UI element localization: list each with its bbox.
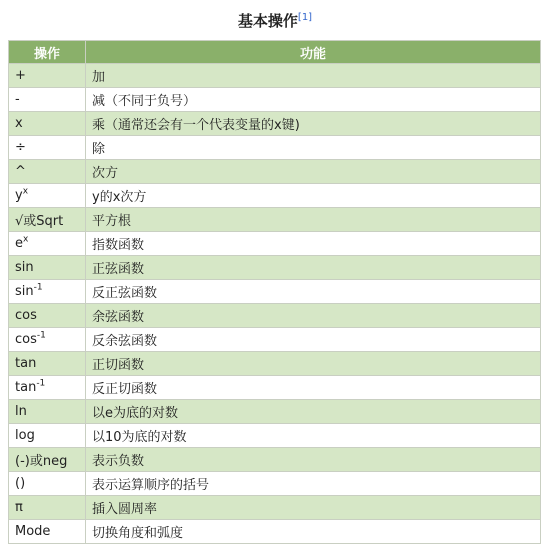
operation-cell (9, 328, 86, 352)
function-cell: 余弦函数 (86, 304, 541, 328)
operation-symbol: π (15, 500, 23, 515)
table-row (9, 160, 541, 184)
operation-cell (9, 280, 86, 304)
function-cell: 减（不同于负号） (86, 88, 541, 112)
operation-symbol: y (15, 188, 23, 203)
operation-cell (9, 256, 86, 280)
function-cell: 切换角度和弧度 (86, 520, 541, 544)
table-row (9, 328, 541, 352)
header-function: 功能 (86, 41, 541, 64)
table-caption (0, 0, 550, 34)
function-cell: 以10为底的对数 (86, 424, 541, 448)
function-cell: 加 (86, 64, 541, 88)
operation-symbol: sin (15, 260, 34, 275)
operation-symbol: Mode (15, 524, 51, 539)
operation-symbol: ÷ (15, 140, 26, 155)
function-cell: 反余弦函数 (86, 328, 541, 352)
operation-cell (9, 64, 86, 88)
operation-cell (9, 232, 86, 256)
operation-cell (9, 496, 86, 520)
operation-symbol: ^ (15, 164, 26, 179)
table-row (9, 184, 541, 208)
table-body (9, 64, 541, 544)
function-cell: 次方 (86, 160, 541, 184)
table-row (9, 280, 541, 304)
table-row (9, 424, 541, 448)
function-cell: 表示运算顺序的括号 (86, 472, 541, 496)
function-cell: 乘（通常还会有一个代表变量的x键) (86, 112, 541, 136)
operation-cell (9, 88, 86, 112)
function-cell: y的x次方 (86, 184, 541, 208)
operation-cell (9, 352, 86, 376)
operation-cell (9, 448, 86, 472)
table-row (9, 520, 541, 544)
function-cell: 以e为底的对数 (86, 400, 541, 424)
operation-cell (9, 520, 86, 544)
operation-cell (9, 472, 86, 496)
reference-link[interactable]: [1] (297, 12, 313, 23)
operation-symbol: () (15, 476, 26, 491)
function-cell: 除 (86, 136, 541, 160)
function-cell: 反正切函数 (86, 376, 541, 400)
table-row (9, 88, 541, 112)
operation-symbol: √或Sqrt (15, 214, 64, 229)
operation-symbol: sin (15, 284, 34, 299)
function-cell: 反正弦函数 (86, 280, 541, 304)
operation-cell (9, 424, 86, 448)
table-row (9, 496, 541, 520)
operation-superscript: -1 (36, 330, 46, 341)
function-cell: 正切函数 (86, 352, 541, 376)
table-row (9, 256, 541, 280)
operation-symbol: e (15, 236, 23, 251)
operation-symbol: cos (15, 308, 37, 323)
table-row (9, 232, 541, 256)
function-cell: 正弦函数 (86, 256, 541, 280)
function-cell: 插入圆周率 (86, 496, 541, 520)
table-row (9, 352, 541, 376)
operation-cell (9, 304, 86, 328)
header-operation: 操作 (9, 41, 86, 64)
table-row (9, 376, 541, 400)
operation-cell (9, 376, 86, 400)
operation-superscript: -1 (33, 282, 43, 293)
function-cell: 表示负数 (86, 448, 541, 472)
table-row (9, 400, 541, 424)
table-row (9, 64, 541, 88)
operation-symbol: tan (15, 356, 37, 371)
table-header-row (9, 41, 541, 64)
table-row (9, 304, 541, 328)
table-row (9, 208, 541, 232)
operation-symbol: cos (15, 332, 37, 347)
table-row (9, 448, 541, 472)
operation-symbol: x (15, 116, 23, 131)
table-row (9, 472, 541, 496)
operation-cell (9, 112, 86, 136)
operation-symbol: ln (15, 404, 27, 419)
table-row (9, 136, 541, 160)
operation-superscript: x (22, 186, 29, 197)
operation-cell (9, 136, 86, 160)
operation-cell (9, 400, 86, 424)
operation-superscript: x (23, 234, 29, 245)
operation-symbol: - (15, 92, 20, 107)
caption-title: 基本操作 (237, 12, 298, 30)
operation-cell (9, 184, 86, 208)
operation-symbol: (-)或neg (15, 454, 68, 469)
table-row (9, 112, 541, 136)
operation-cell (9, 160, 86, 184)
operation-cell (9, 208, 86, 232)
operation-superscript: -1 (36, 378, 46, 389)
function-cell: 指数函数 (86, 232, 541, 256)
operations-table (8, 40, 541, 544)
operation-symbol: + (15, 68, 26, 83)
operation-symbol: tan (15, 380, 37, 395)
function-cell: 平方根 (86, 208, 541, 232)
operation-symbol: log (15, 428, 35, 443)
